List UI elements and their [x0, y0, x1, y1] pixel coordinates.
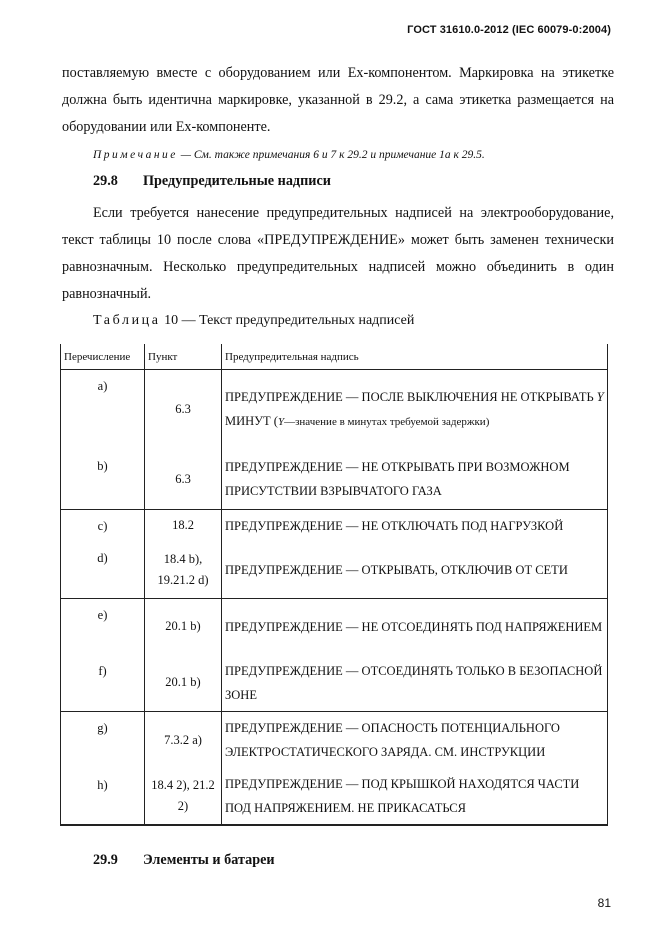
section-title: Предупредительные надписи	[143, 173, 331, 189]
table-row	[61, 769, 608, 825]
table-caption	[93, 313, 414, 329]
section-number: 29.9	[93, 852, 118, 868]
row-clause: 20.1 b)	[145, 599, 222, 655]
row-clause: 18.4 2), 21.2 2)	[145, 769, 222, 825]
table-header-row	[61, 344, 608, 370]
note-text: — См. также примечания 6 и 7 к 29.2 и примечание 1а к 29.5.	[177, 149, 485, 161]
row-enum: a)	[61, 370, 145, 450]
row-clause: 6.3	[145, 450, 222, 510]
note-label: Примечание	[93, 149, 178, 161]
header-clause: Пункт	[145, 344, 222, 370]
note	[93, 149, 485, 161]
row-clause: 7.3.2 a)	[145, 712, 222, 769]
header-warning-text: Предупредительная надпись	[222, 344, 608, 370]
row-clause: 20.1 b)	[145, 655, 222, 712]
row-warning-text: ПРЕДУПРЕЖДЕНИЕ — ПОСЛЕ ВЫКЛЮЧЕНИЯ НЕ ОТКРЫВАТЬ Y МИНУТ (Y—значение в минутах требуемой задержки)	[222, 370, 608, 450]
table-row	[61, 655, 608, 712]
section-number: 29.8	[93, 173, 118, 189]
page-number: 81	[597, 896, 611, 910]
table-caption-text: 10 — Текст предупредительных надписей	[160, 313, 415, 328]
row-clause: 6.3	[145, 370, 222, 450]
row-enum: g)	[61, 712, 145, 769]
row-enum: h)	[61, 769, 145, 825]
table-row	[61, 712, 608, 769]
row-enum: c)	[61, 510, 145, 542]
table-row	[61, 542, 608, 599]
paragraph-warning-labels: Если требуется нанесение предупредительных надписей на электрооборудование, текст таблицы 10 после слова «ПРЕДУПРЕЖДЕНИЕ» может быть заменен технически равнозначным. Несколько предупредительных надписей можно объединить в один равнозначный.	[62, 205, 614, 302]
row-enum: d)	[61, 542, 145, 599]
row-enum: f)	[61, 655, 145, 712]
row-enum: e)	[61, 599, 145, 655]
warning-labels-table	[60, 344, 608, 826]
row-clause: 18.2	[145, 510, 222, 542]
paragraph-continuation: поставляемую вместе с оборудованием или Ex-компонентом. Маркировка на этикетке должна быть идентична маркировке, указанной в 29.2, а сама этикетка размещается на оборудовании или Ex-компоненте.	[62, 65, 614, 135]
table-caption-label: Таблица	[93, 313, 161, 328]
section-heading-29-9	[93, 852, 275, 869]
row-warning-text: ПРЕДУПРЕЖДЕНИЕ — НЕ ОТКЛЮЧАТЬ ПОД НАГРУЗКОЙ	[222, 510, 608, 542]
section-title: Элементы и батареи	[143, 852, 275, 868]
document-header: ГОСТ 31610.0-2012 (IEC 60079-0:2004)	[407, 24, 611, 36]
row-warning-text: ПРЕДУПРЕЖДЕНИЕ — ОПАСНОСТЬ ПОТЕНЦИАЛЬНОГО ЭЛЕКТРОСТАТИЧЕСКОГО ЗАРЯДА. СМ. ИНСТРУКЦИИ	[222, 712, 608, 769]
row-warning-text: ПРЕДУПРЕЖДЕНИЕ — НЕ ОТСОЕДИНЯТЬ ПОД НАПРЯЖЕНИЕМ	[222, 599, 608, 655]
table-row	[61, 510, 608, 542]
row-enum: b)	[61, 450, 145, 510]
row-warning-text: ПРЕДУПРЕЖДЕНИЕ — ПОД КРЫШКОЙ НАХОДЯТСЯ ЧАСТИ ПОД НАПРЯЖЕНИЕМ. НЕ ПРИКАСАТЬСЯ	[222, 769, 608, 825]
row-warning-text: ПРЕДУПРЕЖДЕНИЕ — ОТСОЕДИНЯТЬ ТОЛЬКО В БЕЗОПАСНОЙ ЗОНЕ	[222, 655, 608, 712]
row-warning-text: ПРЕДУПРЕЖДЕНИЕ — НЕ ОТКРЫВАТЬ ПРИ ВОЗМОЖНОМ ПРИСУТСТВИИ ВЗРЫВЧАТОГО ГАЗА	[222, 450, 608, 510]
section-heading-29-8	[93, 173, 331, 190]
table-row	[61, 370, 608, 450]
row-clause: 18.4 b), 19.21.2 d)	[145, 542, 222, 599]
row-warning-text: ПРЕДУПРЕЖДЕНИЕ — ОТКРЫВАТЬ, ОТКЛЮЧИВ ОТ СЕТИ	[222, 542, 608, 599]
table-row	[61, 450, 608, 510]
table-row	[61, 599, 608, 655]
header-enumeration: Перечисление	[61, 344, 145, 370]
